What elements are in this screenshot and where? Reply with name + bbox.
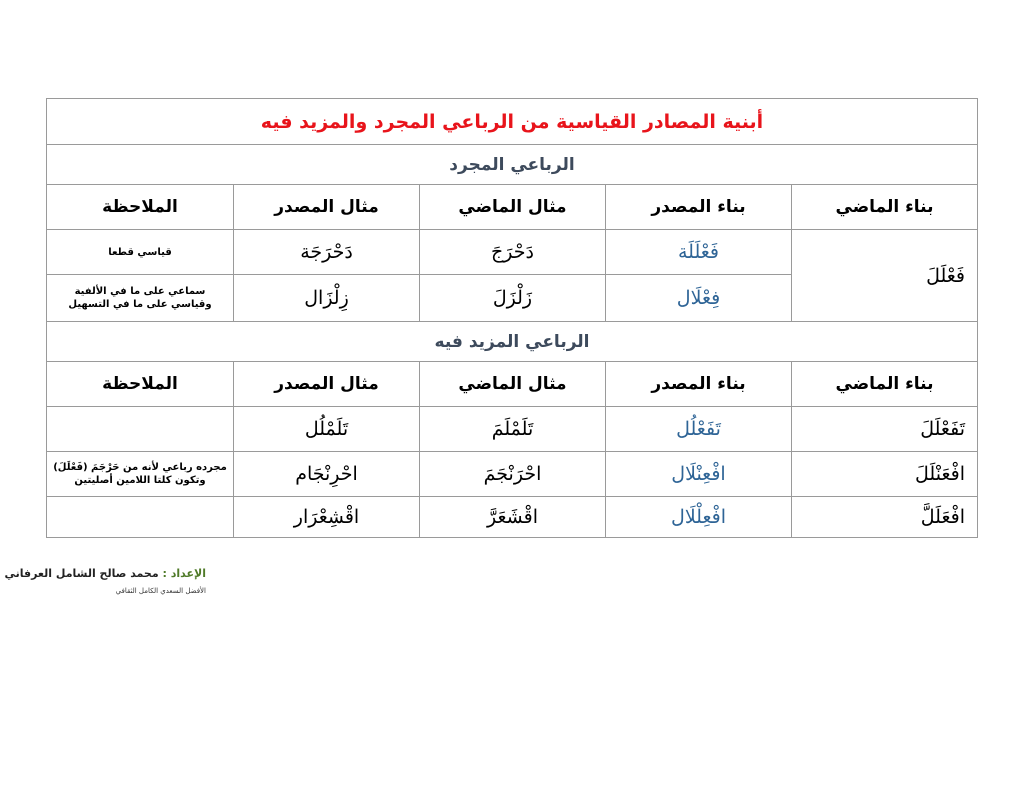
header-past-example: مثال الماضي [420,185,606,230]
masdar-pattern-cell: تَفَعْلُل [606,407,792,452]
header-masdar-pattern: بناء المصدر [606,362,792,407]
past-example-cell: تَلَمْلَمَ [420,407,606,452]
header-row-mujarrad [47,185,978,230]
past-pattern-cell: افْعَلَلَّ [792,497,978,538]
author-label: الإعداد : [162,567,206,580]
note-cell [47,497,234,538]
masdar-patterns-table [46,98,978,538]
table-row [47,230,978,275]
table-row [47,407,978,452]
masdar-pattern-cell: فَعْلَلَة [606,230,792,275]
header-masdar-pattern: بناء المصدر [606,185,792,230]
header-note: الملاحظة [47,362,234,407]
author-subtitle: الأفضل السعدي الكامل الثقافي [115,587,206,595]
author-name: محمد صالح الشامل العرفاني [4,567,159,580]
masdar-pattern-cell: افْعِنْلَال [606,452,792,497]
masdar-example-cell: زِلْزَال [234,275,420,322]
header-past-pattern: بناء الماضي [792,362,978,407]
masdar-example-cell: احْرِنْجَام [234,452,420,497]
past-example-cell: احْرَنْجَمَ [420,452,606,497]
masdar-pattern-cell: افْعِلْلَال [606,497,792,538]
past-example-cell: دَحْرَجَ [420,230,606,275]
header-masdar-example: مثال المصدر [234,362,420,407]
header-masdar-example: مثال المصدر [234,185,420,230]
header-past-pattern: بناء الماضي [792,185,978,230]
past-pattern-cell: تَفَعْلَلَ [792,407,978,452]
table-row [47,452,978,497]
section-heading-mujarrad: الرباعي المجرد [47,145,978,185]
past-pattern-cell: فَعْلَلَ [792,230,978,322]
past-example-cell: اقْشَعَرَّ [420,497,606,538]
note-cell: سماعي على ما في الألفية وقياسي على ما في التسهيل [47,275,234,322]
header-note: الملاحظة [47,185,234,230]
masdar-example-cell: تَلَمْلُل [234,407,420,452]
masdar-example-cell: اقْشِعْرَار [234,497,420,538]
author-credit [5,567,207,580]
header-row-mazid [47,362,978,407]
table-row [47,497,978,538]
masdar-pattern-cell: فِعْلَال [606,275,792,322]
table-title: أبنية المصادر القياسية من الرباعي المجرد والمزيد فيه [47,99,978,145]
section-heading-mazid: الرباعي المزيد فيه [47,322,978,362]
past-example-cell: زَلْزَلَ [420,275,606,322]
past-pattern-cell: افْعَنْلَلَ [792,452,978,497]
masdar-example-cell: دَحْرَجَة [234,230,420,275]
header-past-example: مثال الماضي [420,362,606,407]
note-cell: قياسي قطعا [47,230,234,275]
note-cell: مجرده رباعي لأنه من حَرْجَمَ (فَعْلَلَ) وتكون كلتا اللامين أصليتين [47,452,234,497]
note-cell [47,407,234,452]
